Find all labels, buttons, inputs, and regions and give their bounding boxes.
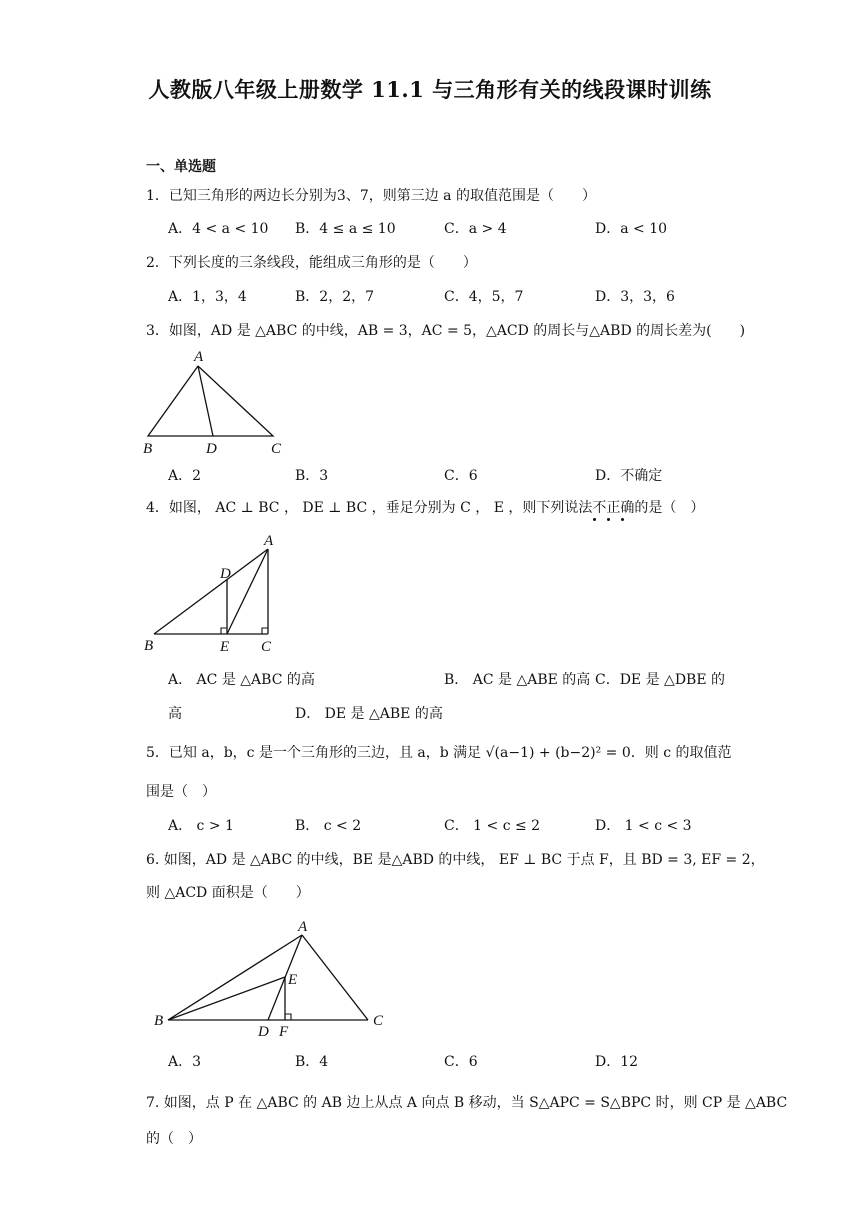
q1-option-d[interactable]: D．a < 10 [595,221,668,237]
q4-option-a[interactable]: A． AC 是 △ABC 的高 [168,672,315,688]
q4-label-a: A [264,533,274,549]
q4-option-c-continued: 高 [168,706,182,722]
q3-option-d[interactable]: D．不确定 [595,468,663,484]
q2-option-b[interactable]: B．2，2，7 [295,289,375,305]
q3-option-a[interactable]: A．2 [168,468,202,484]
q6-label-c: C [373,1013,384,1029]
q2-option-c[interactable]: C．4，5，7 [444,289,524,305]
q3-label-b: B [143,441,153,457]
q5-option-a[interactable]: A． c > 1 [168,818,234,834]
question-6-stem: 6. 如图，AD 是 △ABC 的中线，BE 是△ABD 的中线， EF ⊥ BC 于点 F，且 BD = 3, EF = 2， [146,852,765,868]
question-7-stem-continued: 的（ ） [146,1131,202,1147]
q4-label-b: B [144,638,154,654]
question-2-stem: 2．下列长度的三条线段，能组成三角形的是（ ） [146,255,477,271]
q5-option-b[interactable]: B． c < 2 [295,818,362,834]
page-title: 人教版八年级上册数学 11.1 与三角形有关的线段课时训练 [148,77,712,102]
q6-option-a[interactable]: A．3 [168,1054,202,1070]
q3-option-c[interactable]: C．6 [444,468,478,484]
q6-label-e: E [288,972,298,988]
question-1-stem: 1．已知三角形的两边长分别为3、7，则第三边 a 的取值范围是（ ） [146,188,596,204]
emphasis-dot [607,518,610,521]
q3-option-b[interactable]: B．3 [295,468,329,484]
q6-label-b: B [154,1013,164,1029]
section-heading: 一、单选题 [146,159,216,175]
q2-option-a[interactable]: A．1，3，4 [168,289,247,305]
question-7-stem: 7. 如图，点 P 在 △ABC 的 AB 边上从点 A 向点 B 移动，当 S△APC = S△BPC 时，则 CP 是 △ABC [146,1095,788,1111]
q5-option-d[interactable]: D． 1 < c < 3 [595,818,692,834]
q6-option-b[interactable]: B．4 [295,1054,329,1070]
q6-triangle-figure [150,916,395,1041]
q3-label-c: C [271,441,282,457]
q4-option-b[interactable]: B． AC 是 △ABE 的高 [444,672,591,688]
q5-option-c[interactable]: C． 1 < c ≤ 2 [444,818,541,834]
q3-label-d: D [206,441,217,457]
q1-option-a[interactable]: A．4 < a < 10 [168,221,269,237]
q4-option-d[interactable]: D． DE 是 △ABE 的高 [295,706,443,722]
question-3-stem: 3．如图，AD 是 △ABC 的中线，AB = 3，AC = 5，△ACD 的周长与△ABD 的周长差为( ) [146,323,746,339]
q6-label-a: A [298,919,308,935]
emphasis-dot [593,518,596,521]
q1-option-b[interactable]: B．4 ≤ a ≤ 10 [295,221,396,237]
q1-option-c[interactable]: C．a > 4 [444,221,507,237]
q6-label-d: D [258,1024,269,1040]
question-5-stem-continued: 围是（ ） [146,784,216,800]
q6-option-c[interactable]: C．6 [444,1054,478,1070]
q3-triangle-figure [140,344,300,459]
q2-option-d[interactable]: D．3，3，6 [595,289,675,305]
q4-label-d: D [220,566,231,582]
q3-label-a: A [194,349,204,365]
q6-label-f: F [279,1024,289,1040]
question-4-stem: 4．如图， AC ⊥ BC ， DE ⊥ BC ，垂足分别为 C ， E ，则下列说法不正确的是（ ） [146,500,705,516]
q4-triangle-figure [140,530,290,660]
q4-option-c[interactable]: C．DE 是 △DBE 的 [595,672,726,688]
question-5-stem: 5．已知 a，b，c 是一个三角形的三边，且 a，b 满足 √(a−1) + (b−2)² = 0．则 c 的取值范 [146,745,732,761]
q4-label-e: E [220,639,230,655]
emphasis-dot [621,518,624,521]
question-6-stem-continued: 则 △ACD 面积是（ ） [146,885,310,901]
q4-label-c: C [261,639,272,655]
q6-option-d[interactable]: D．12 [595,1054,639,1070]
